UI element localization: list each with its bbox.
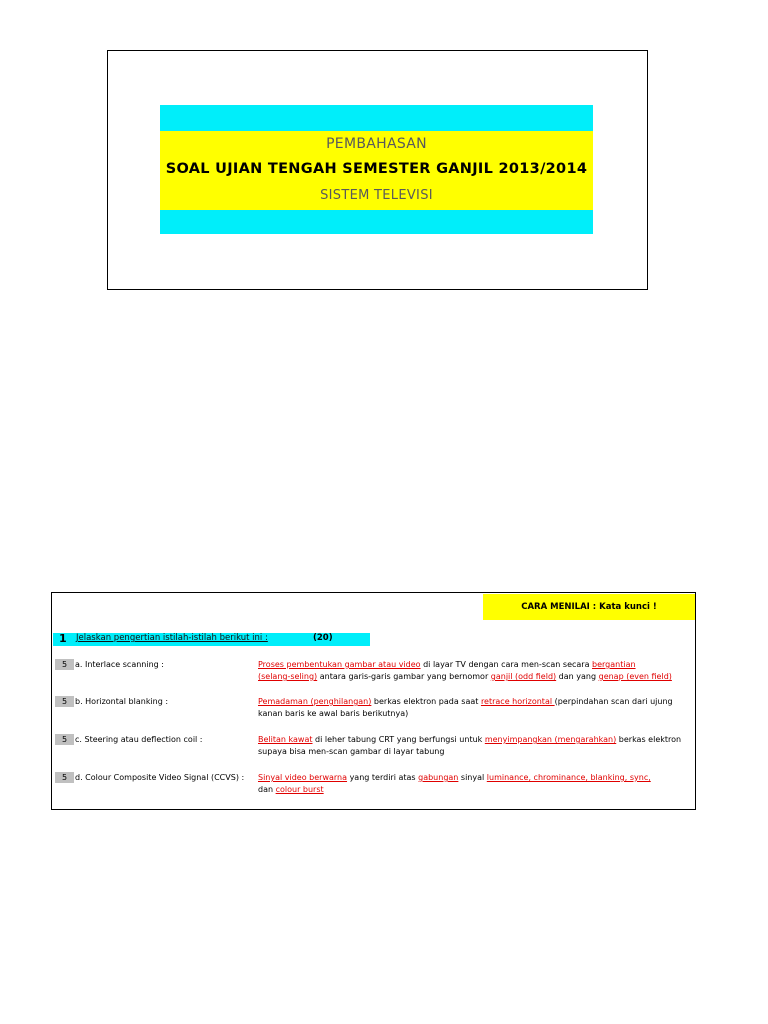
answer-text: dan — [258, 785, 276, 794]
answer-line-2 — [258, 671, 678, 683]
answer-line-1 — [258, 659, 678, 671]
question-number: 1 — [59, 632, 67, 645]
answer-text: yang terdiri atas — [347, 773, 419, 782]
item-score: 5 — [55, 734, 74, 745]
keyword-text: genap (even field) — [598, 672, 672, 681]
item-answer — [258, 772, 678, 796]
title-line-pembahasan: PEMBAHASAN — [326, 136, 427, 152]
question-header — [53, 633, 370, 646]
keyword-text: Belitan kawat — [258, 735, 313, 744]
answer-line-2 — [258, 708, 678, 720]
title-banner — [160, 105, 593, 234]
item-answer — [258, 734, 682, 758]
answer-text: di leher tabung CRT yang berfungsi untuk — [312, 735, 485, 744]
keyword-text: Proses pembentukan gambar atau video — [258, 660, 421, 669]
answer-text: berkas elektron — [616, 735, 682, 744]
keyword-text: (selang-seling) — [258, 672, 318, 681]
keyword-text: ganjil (odd field) — [490, 672, 557, 681]
title-line-subject: SISTEM TELEVISI — [320, 188, 433, 203]
answer-text: (perpindahan scan dari ujung — [554, 697, 673, 706]
keyword-text: retrace horizontal — [480, 697, 555, 706]
answer-line-2 — [258, 746, 678, 758]
title-banner-yellow — [160, 131, 593, 210]
answer-sheet — [51, 592, 696, 810]
keyword-text: gabungan — [418, 773, 459, 782]
cara-menilai-label: CARA MENILAI : Kata kunci ! — [483, 594, 695, 620]
answer-text: sinyal — [458, 773, 487, 782]
item-score: 5 — [55, 772, 74, 783]
keyword-text: colour burst — [275, 785, 324, 794]
answer-text: berkas elektron pada saat — [371, 697, 481, 706]
item-label: d. Colour Composite Video Signal (CCVS) : — [75, 773, 245, 782]
answer-line-1 — [258, 696, 678, 708]
answer-line-2 — [258, 784, 678, 796]
keyword-text: bergantian — [592, 660, 636, 669]
answer-text: dan yang — [556, 672, 599, 681]
answer-text: kanan baris ke awal baris berikutnya) — [258, 709, 409, 718]
question-text: Jelaskan pengertian istilah-istilah berikut ini : — [76, 633, 268, 643]
item-score: 5 — [55, 659, 74, 670]
item-label: b. Horizontal blanking : — [75, 697, 169, 706]
item-label: a. Interlace scanning : — [75, 660, 164, 669]
keyword-text: menyimpangkan (mengarahkan) — [484, 735, 617, 744]
answer-text: di layar TV dengan cara men-scan secara — [420, 660, 593, 669]
answer-line-1 — [258, 734, 682, 746]
answer-text: antara garis-garis gambar yang bernomor — [317, 672, 491, 681]
question-score: (20) — [313, 633, 333, 643]
title-box — [107, 50, 648, 290]
item-label: c. Steering atau deflection coil : — [75, 735, 203, 744]
keyword-text: Sinyal video berwarna — [258, 773, 348, 782]
item-score: 5 — [55, 696, 74, 707]
item-answer — [258, 696, 678, 720]
answer-text: supaya bisa men-scan gambar di layar tabung — [258, 747, 445, 756]
item-answer — [258, 659, 678, 683]
title-line-exam: SOAL UJIAN TENGAH SEMESTER GANJIL 2013/2014 — [165, 161, 588, 177]
answer-line-1 — [258, 772, 678, 784]
keyword-text: luminance, chrominance, blanking, sync, — [486, 773, 651, 782]
keyword-text: Pemadaman (penghilangan) — [258, 697, 372, 706]
